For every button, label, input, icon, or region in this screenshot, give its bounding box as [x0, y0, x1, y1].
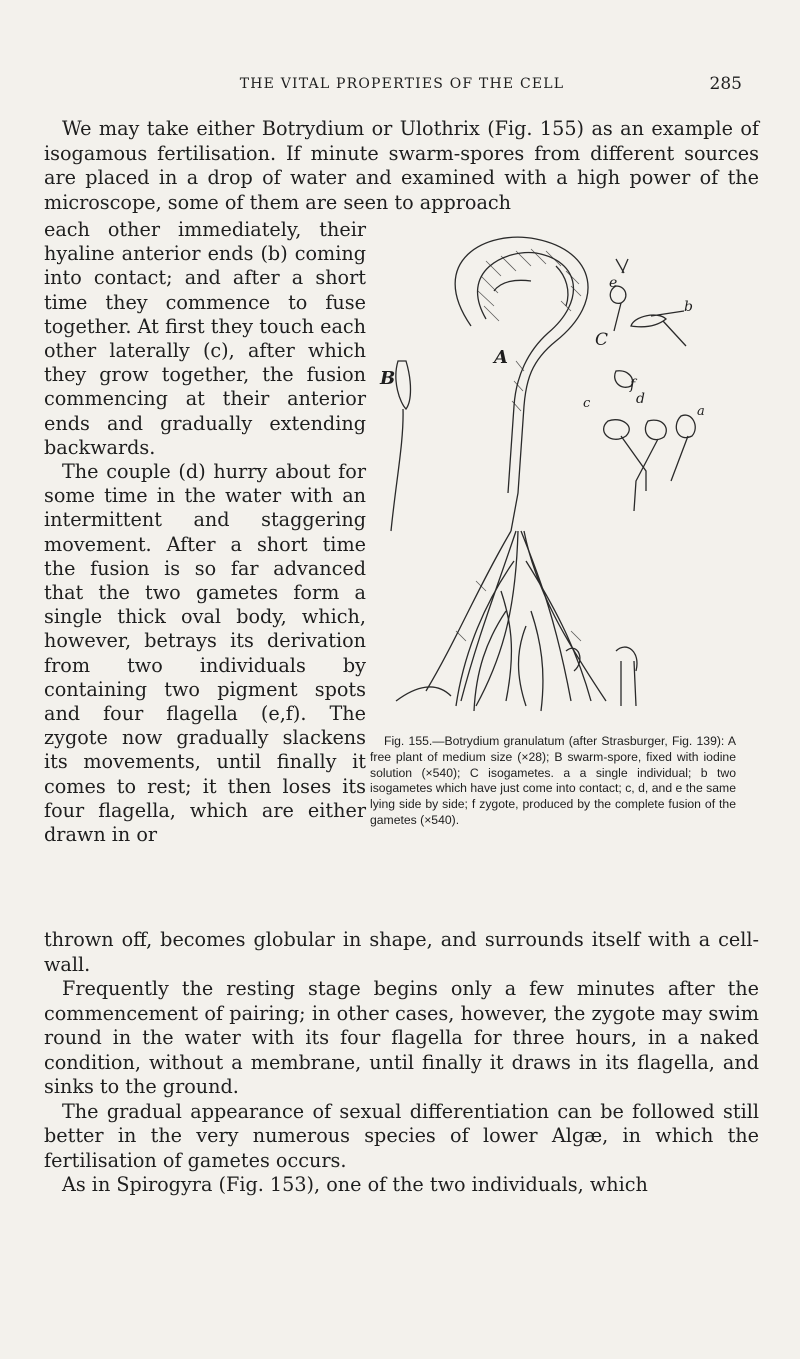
botrydium-drawing: [366, 231, 736, 731]
isogamete-a-single: [676, 415, 695, 438]
caption-text: Fig. 155.—Botrydium granulatum (after Strasburger, Fig. 139): A free plant of medium size (×28); B swarm-spore, fixed with iodine solution (×540); C isogametes. a a single individual; b two isogametes which have just come into contact; c, d, and e the same lying side by side; f zygote, produced by the complete fusion of the gametes (×540).: [370, 734, 736, 827]
label-C: C: [595, 330, 609, 350]
paragraph-intro: [44, 117, 759, 215]
isogamete-c-pair: [604, 420, 630, 440]
label-B: B: [380, 368, 396, 389]
text-after-figure: [44, 928, 759, 1198]
wrapped-text-column: [44, 218, 366, 847]
label-f: f: [630, 377, 636, 393]
rhizoid-8: [474, 611, 506, 711]
rhizoid-10: [396, 687, 451, 701]
isogamete-d-pair: [645, 420, 666, 439]
paragraph-1-full-width: We may take either Botrydium or Ulothrix (Fig. 155) as an example of isogamous fertilisation. If minute swarm-spores from different sources are placed in a drop of water and examined with a high power of the microscope, some of them are seen to approach: [44, 117, 759, 214]
isogamete-a-a: [616, 259, 628, 273]
figure-caption: [370, 734, 736, 829]
swarm-spore-b-body: [396, 361, 411, 409]
rhizoid-3: [524, 531, 606, 701]
paragraph-1-continued: each other immediately, their hyaline anterior ends (b) coming into contact; and after a short time they commence to fuse together. At first they touch each other laterally (c), after which they grow together, the fusion commencing at their anterior ends and gradually extending backwards.: [44, 218, 366, 459]
rhizoid-5: [521, 531, 571, 701]
label-d: d: [636, 391, 645, 407]
paragraph-3: Frequently the resting stage begins only a few minutes after the commencement of pairing; in other cases, however, the zygote may swim round in the water with its four flagella for three hours, in a naked condition, without a membrane, until finally it draws in its flagella, and sinks to the ground.: [44, 977, 759, 1098]
page-number: 285: [709, 74, 742, 94]
label-a: a: [697, 404, 705, 419]
label-c: c: [583, 396, 591, 411]
swarm-spore-b-flagellum: [391, 409, 403, 531]
figure-155-illustration: [366, 231, 736, 731]
paragraph-4: The gradual appearance of sexual differentiation can be followed still better in the very numerous species of lower Algæ, in which the fertilisation of gametes occurs.: [44, 1099, 759, 1172]
label-b: b: [684, 299, 693, 315]
rhizoid-1: [426, 531, 511, 691]
plant-vesicle: [455, 237, 588, 531]
paragraph-5: As in Spirogyra (Fig. 153), one of the two individuals, which: [62, 1173, 648, 1196]
label-A: A: [494, 347, 508, 368]
page-header: [62, 74, 742, 96]
label-e: e: [609, 275, 618, 291]
running-title: THE VITAL PROPERTIES OF THE CELL: [239, 76, 565, 92]
rhizoid-7: [526, 561, 591, 701]
isogamete-b-pair: [631, 311, 684, 327]
paragraph-2-end: thrown off, becomes globular in shape, and surrounds itself with a cell-wall.: [44, 928, 759, 976]
rhizoid-9: [531, 611, 543, 711]
paragraph-2: The couple (d) hurry about for some time in the water with an intermittent and staggering movement. After a short time the fusion is so far advanced that the two gametes form a single thick oval body, which, however, betrays its derivation from two individuals by containing two pigment spots and four flagella (e,f). The zygote now gradually slackens its movements, until finally it comes to rest; it then loses its four flagella, which are either drawn in or: [44, 460, 366, 847]
plant-vesicle-inner: [478, 253, 574, 493]
